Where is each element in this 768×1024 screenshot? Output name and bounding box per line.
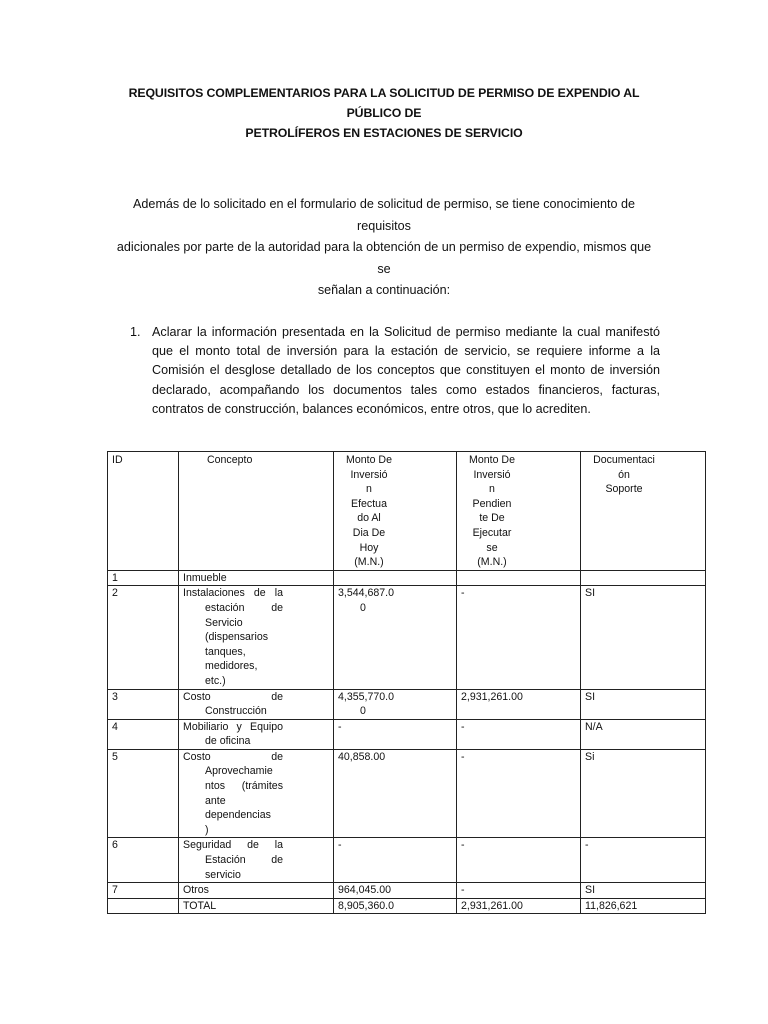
amount-line: 3,544,687.0: [338, 587, 394, 600]
concept-line: Estación de: [205, 854, 283, 867]
header-text: do Al: [357, 512, 381, 525]
concept-line: medidores,: [205, 660, 258, 673]
cell-documentacion: SI: [581, 883, 706, 899]
header-text: Pendien: [472, 497, 512, 510]
amount-line: 4,355,770.0: [338, 690, 394, 703]
cell-monto-pendiente: -: [457, 883, 581, 899]
concept-line: etc.): [205, 674, 226, 687]
cell-documentacion: Si: [581, 749, 706, 838]
cell-documentacion: N/A: [581, 719, 706, 749]
header-monto-hoy: [334, 452, 457, 571]
cell-concepto: [179, 570, 334, 586]
cell-concepto: [179, 883, 334, 899]
concept-line: Aprovechamie: [205, 765, 273, 778]
header-text: n: [366, 483, 372, 496]
header-monto-pendiente-label: [461, 453, 523, 570]
cell-monto-hoy: 964,045.00: [334, 883, 457, 899]
cell-total-documentacion: 11,826,621: [581, 898, 706, 914]
table-row: [108, 570, 706, 586]
concept-line: Mobiliario y Equipo: [183, 720, 283, 733]
header-text: n: [489, 483, 495, 496]
intro-line: adicionales por parte de la autoridad para la obtención de un permiso de expendio, mismos que se: [116, 240, 652, 276]
table-row: [108, 719, 706, 749]
requirement-line: Aclarar la información presentada en la Solicitud de permiso mediante la cual manifestó: [152, 325, 660, 339]
concept-line: de oficina: [205, 735, 251, 748]
requirement-text: [152, 323, 660, 419]
amount-line: 0: [360, 601, 366, 614]
requirement-line: contratos de construcción, balances económicos, entre otros, que lo acrediten.: [152, 401, 591, 416]
cell-concepto: [179, 749, 334, 838]
cell-concepto: [179, 586, 334, 689]
cell-monto-pendiente: -: [457, 586, 581, 689]
cell-documentacion: -: [581, 838, 706, 883]
title-line: REQUISITOS COMPLEMENTARIOS PARA LA SOLICITUD DE PERMISO DE EXPENDIO AL PÚBLICO DE: [128, 86, 640, 120]
concept-line: Instalaciones de la: [183, 587, 283, 600]
investment-table: [107, 451, 706, 914]
table-total-row: [108, 898, 706, 914]
cell-concepto: [179, 719, 334, 749]
cell-total-pendiente: 2,931,261.00: [457, 898, 581, 914]
cell-monto-hoy: [334, 586, 457, 689]
header-text: (M.N.): [477, 556, 507, 569]
table-row: [108, 689, 706, 719]
requirement-item: [130, 323, 660, 419]
table-row: [108, 883, 706, 899]
concept-line: ntos (trámites: [205, 780, 283, 793]
header-text: se: [486, 541, 498, 554]
header-concepto-label: Concepto: [207, 454, 253, 466]
cell-monto-pendiente: -: [457, 838, 581, 883]
header-text: ón: [618, 468, 630, 481]
header-monto-hoy-label: [338, 453, 400, 570]
concept-line: dependencias: [205, 809, 271, 822]
header-id: ID: [108, 452, 179, 571]
cell-id: 6: [108, 838, 179, 883]
intro-line: Además de lo solicitado en el formulario de solicitud de permiso, se tiene conocimiento de requisitos: [133, 197, 635, 233]
concept-line: (dispensarios: [205, 631, 269, 644]
table-row: [108, 586, 706, 689]
cell-monto-pendiente: -: [457, 749, 581, 838]
concept-line: Costo de: [183, 750, 283, 763]
table-row: [108, 838, 706, 883]
cell-monto-hoy: [334, 689, 457, 719]
header-text: te De: [479, 512, 505, 525]
concept-line: ante: [205, 794, 226, 807]
concept-line: servicio: [205, 868, 241, 881]
header-text: Documentaci: [593, 454, 655, 466]
intro-line: señalan a continuación:: [317, 283, 451, 297]
concept-line: Costo de: [183, 690, 283, 703]
concept-line: estación de: [205, 601, 283, 614]
cell-monto-hoy: -: [334, 838, 457, 883]
header-text: Dia De: [352, 526, 386, 539]
header-text: Monto De: [469, 454, 515, 466]
cell-total-hoy: 8,905,360.0: [334, 898, 457, 914]
cell-monto-pendiente: -: [457, 719, 581, 749]
amount-line: 0: [360, 705, 366, 718]
requirement-line: declarado, acompañando los documentos tales como estados financieros, facturas,: [152, 382, 660, 397]
header-text: Ejecutar: [472, 526, 512, 539]
header-text: Hoy: [359, 541, 379, 554]
requirement-line: Comisión el desglose detallado de los conceptos que constituyen el monto de inversión: [152, 363, 660, 378]
concept-line: Otros: [183, 884, 209, 897]
cell-documentacion: SI: [581, 689, 706, 719]
requirement-number: 1.: [130, 325, 141, 339]
cell-monto-pendiente: 2,931,261.00: [457, 689, 581, 719]
concept-line: Servicio: [205, 616, 243, 629]
header-text: Monto De: [346, 454, 392, 466]
concept-line: tanques,: [205, 645, 246, 658]
cell-documentacion: SI: [581, 586, 706, 689]
concept-line: Inmueble: [183, 571, 227, 584]
header-text: Inversió: [350, 468, 388, 481]
table-header-row: [108, 452, 706, 571]
title-line: PETROLÍFEROS EN ESTACIONES DE SERVICIO: [245, 126, 523, 140]
header-documentacion-label: [585, 453, 663, 497]
cell-id: 5: [108, 749, 179, 838]
cell-concepto: [179, 689, 334, 719]
cell-monto-hoy: -: [334, 719, 457, 749]
intro-paragraph: [110, 194, 658, 302]
concept-line: Seguridad de la: [183, 839, 283, 852]
header-monto-pendiente: [457, 452, 581, 571]
cell-id: [108, 898, 179, 914]
header-text: Soporte: [605, 483, 643, 496]
cell-id: 7: [108, 883, 179, 899]
cell-documentacion: [581, 570, 706, 586]
cell-monto-pendiente: [457, 570, 581, 586]
cell-concepto: [179, 838, 334, 883]
header-concepto: [179, 452, 334, 571]
cell-monto-hoy: [334, 570, 457, 586]
cell-id: 2: [108, 586, 179, 689]
cell-id: 3: [108, 689, 179, 719]
requirement-line: que el monto total de inversión para la estación de servicio, se requiere informe a la: [152, 344, 660, 359]
cell-id: 1: [108, 570, 179, 586]
header-text: Efectua: [351, 497, 387, 510]
header-text: Inversió: [473, 468, 511, 481]
cell-total-label: TOTAL: [179, 898, 334, 914]
table-row: [108, 749, 706, 838]
document-title: [100, 83, 668, 143]
cell-id: 4: [108, 719, 179, 749]
cell-monto-hoy: 40,858.00: [334, 749, 457, 838]
header-text: (M.N.): [354, 556, 384, 569]
header-documentacion: [581, 452, 706, 571]
concept-line: ): [205, 823, 209, 836]
concept-line: Construcción: [205, 705, 267, 718]
